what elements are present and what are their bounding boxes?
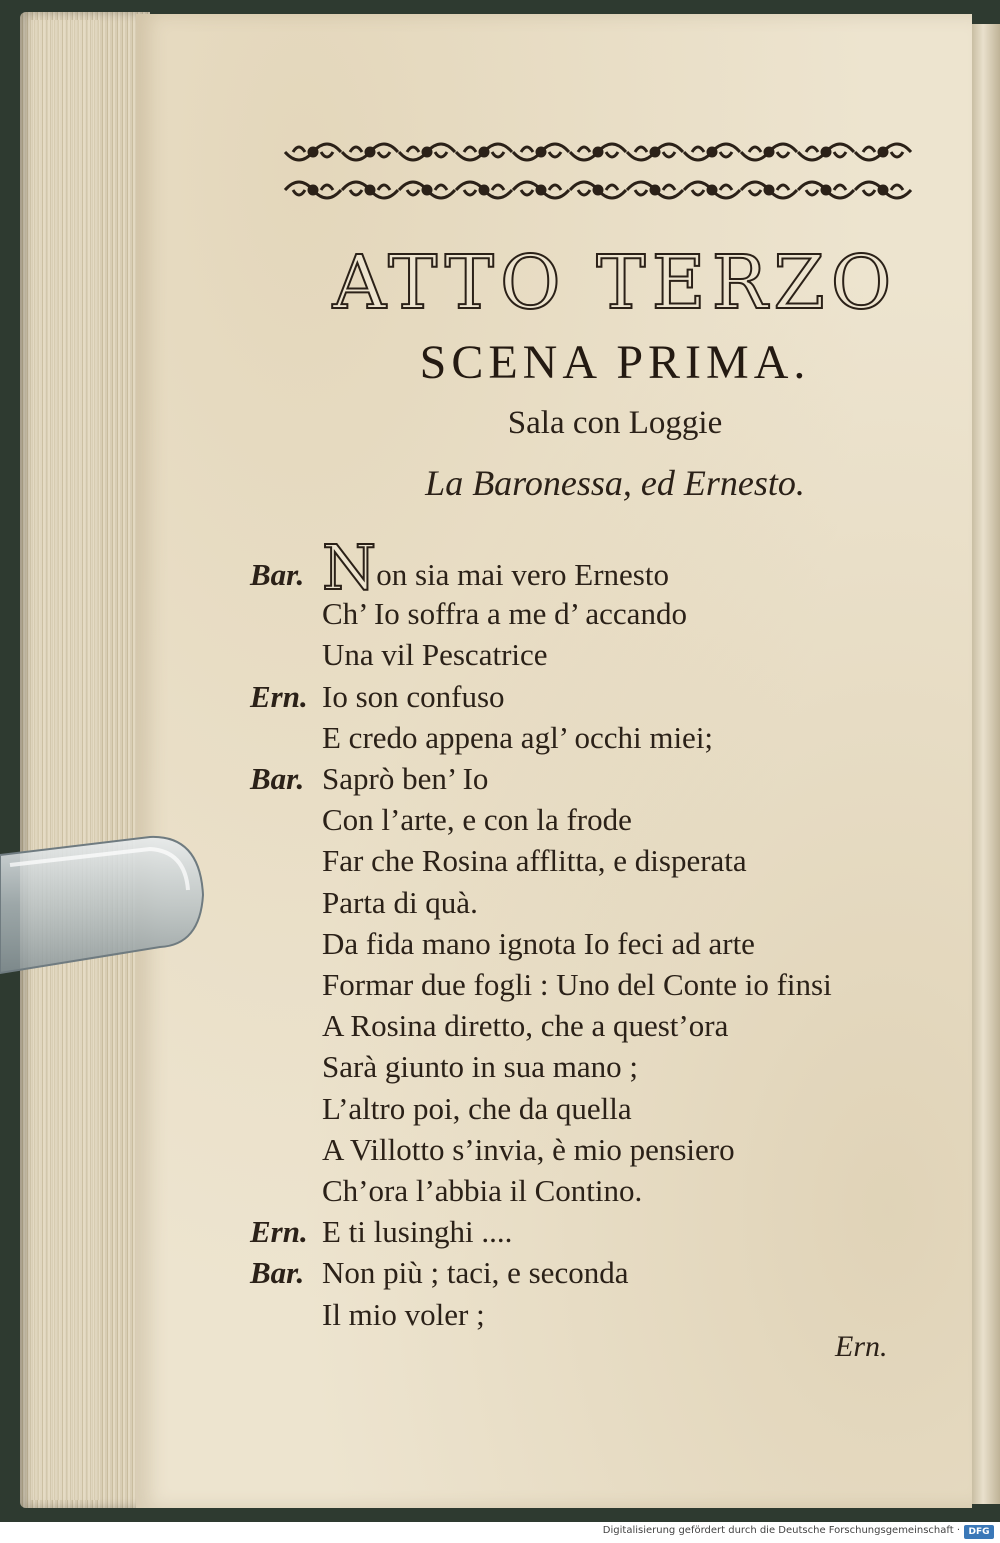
ornament-bud — [423, 148, 431, 156]
verse-text: Da fida mano ignota Io feci ad arte — [322, 925, 755, 961]
verse-text: Formar due fogli : Uno del Conte io finsi — [322, 967, 832, 1002]
speaker-label: Bar. — [250, 1255, 305, 1291]
ornament-bud — [708, 186, 716, 194]
ornament-bud — [879, 148, 887, 156]
ornament-bud — [309, 186, 317, 194]
ornament-bud — [765, 148, 773, 156]
ornament-bud — [708, 148, 716, 156]
verse-line — [250, 841, 950, 881]
floral-vignette-icon — [275, 128, 920, 216]
verse-text: Parta di quà. — [322, 884, 478, 920]
speaker-label: Bar. — [250, 761, 305, 796]
verse-text: Il mio voler ; — [322, 1296, 485, 1332]
verse-text: Una vil Pescatrice — [322, 637, 548, 673]
verse-line — [250, 718, 950, 758]
verse-line — [250, 924, 950, 964]
verse-line — [250, 531, 950, 604]
glass-page-holder — [0, 835, 205, 985]
ornament-bud — [594, 186, 602, 194]
ornament-bud — [822, 186, 830, 194]
speaker-label: Ern. — [250, 678, 308, 714]
ornament-bud — [651, 186, 659, 194]
footer-bar — [0, 1522, 1000, 1543]
verse-text: Io son confuso — [322, 678, 505, 714]
verse-line — [250, 1047, 950, 1087]
verse-text: Saprò ben’ Io — [322, 761, 489, 796]
verse-line — [250, 1171, 950, 1211]
verse-text: Ch’ Io soffra a me d’ accando — [322, 596, 687, 632]
ornament-bud — [594, 148, 602, 156]
scene-setting: Sala con Loggie — [507, 405, 723, 441]
verse-line — [250, 1295, 950, 1335]
ornament-bud — [822, 148, 830, 156]
scene-title: SCENA PRIMA. — [419, 336, 811, 389]
ornament-bud — [366, 148, 374, 156]
speaker-label: Ern. — [250, 1214, 308, 1250]
ornament-bud — [480, 148, 488, 156]
verse-text: Sarà giunto in sua mano ; — [322, 1049, 638, 1085]
ornament-bud — [480, 186, 488, 194]
verse-line — [250, 759, 950, 799]
verse-line — [250, 594, 950, 634]
verse-text: on sia mai vero Ernesto — [376, 557, 669, 592]
verse-line — [250, 965, 950, 1005]
drop-cap: N — [322, 531, 377, 604]
dfg-logo: DFG — [964, 1525, 994, 1539]
ornament-bud — [309, 148, 317, 156]
verse-line — [250, 1212, 950, 1252]
verse-text: E credo appena agl’ occhi miei; — [322, 719, 714, 755]
verse-text: A Rosina diretto, che a quest’ora — [322, 1008, 729, 1044]
ornament-bud — [366, 186, 374, 194]
ornament-bud — [423, 186, 431, 194]
verse-text: Con l’arte, e con la frode — [322, 802, 632, 838]
catchword: Ern. — [835, 1330, 888, 1363]
verse-line — [250, 1253, 950, 1293]
verse-line — [250, 1130, 950, 1170]
ornament-bud — [651, 148, 659, 156]
footer-credit: Digitalisierung gefördert durch die Deutsche Forschungsgemeinschaft · — [602, 1525, 960, 1536]
verse-line — [250, 677, 950, 717]
ornament-bud — [537, 148, 545, 156]
verse-text: Far che Rosina afflitta, e disperata — [322, 843, 747, 879]
verse-text: L’altro poi, che da quella — [322, 1090, 632, 1126]
verse-text: E ti lusinghi .... — [322, 1214, 513, 1250]
verse-line — [250, 883, 950, 923]
facing-page-edge — [972, 24, 1000, 1504]
verse-text: A Villotto s’invia, è mio pensiero — [322, 1131, 735, 1167]
ornament-bud — [537, 186, 545, 194]
ornament-bud — [765, 186, 773, 194]
verse-line — [250, 1089, 950, 1129]
act-title: ATTO TERZO — [332, 240, 898, 326]
speaker-label: Bar. — [250, 557, 305, 592]
verse-line — [250, 800, 950, 840]
verse-text: Non più ; taci, e seconda — [322, 1255, 629, 1291]
page-edge-texture — [30, 20, 100, 1500]
verse-line — [250, 1006, 950, 1046]
verse-text: Ch’ora l’abbia il Contino. — [322, 1173, 643, 1208]
scene-characters: La Baronessa, ed Ernesto. — [425, 463, 805, 503]
verse-line — [250, 635, 950, 675]
ornament-bud — [879, 186, 887, 194]
